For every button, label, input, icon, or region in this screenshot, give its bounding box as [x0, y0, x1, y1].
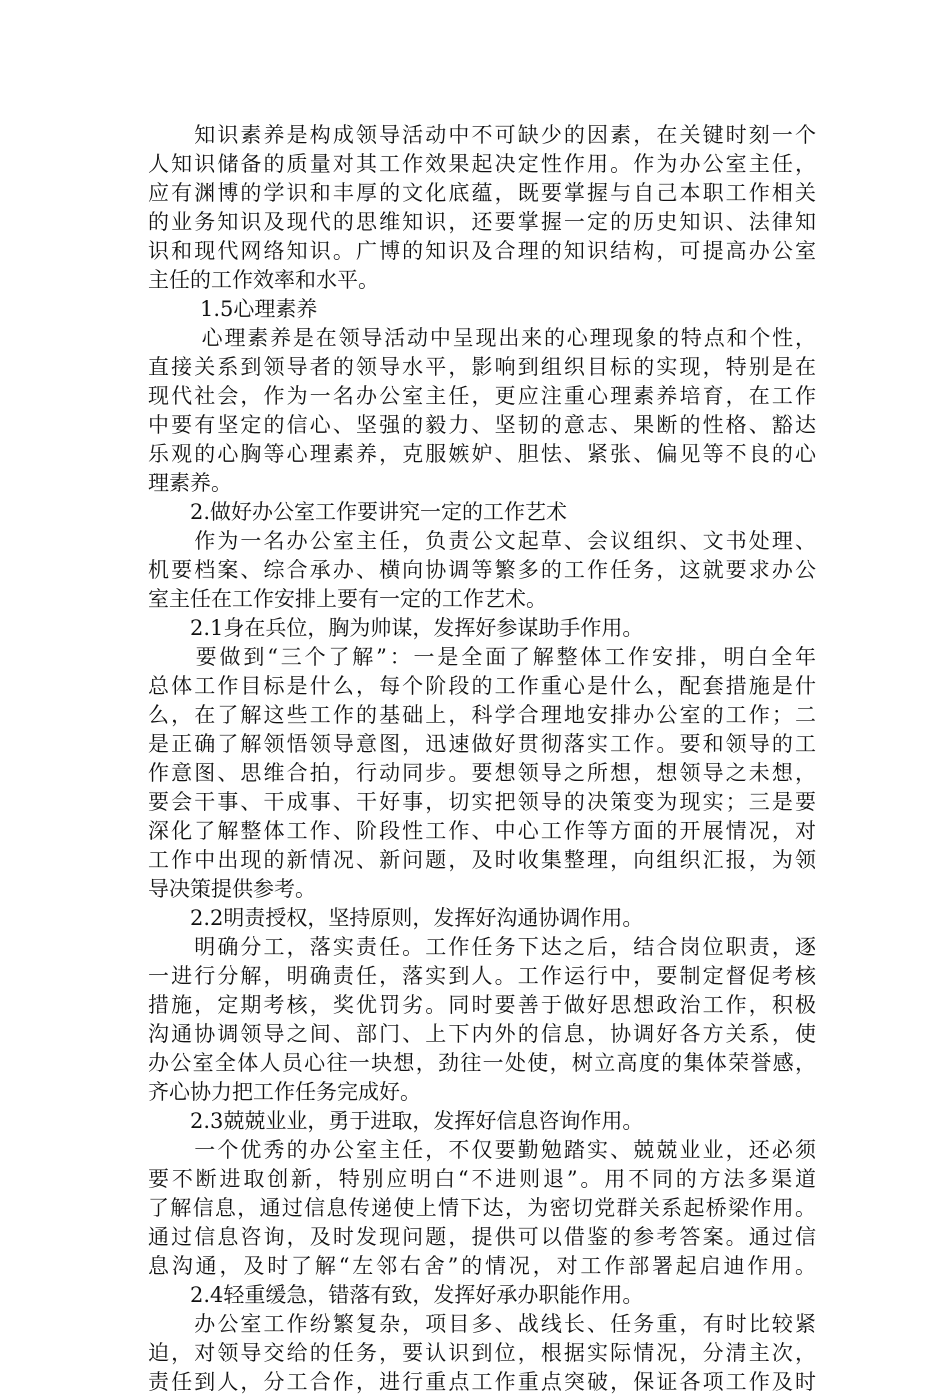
text-line: 总体工作目标是什么，每个阶段的工作重心是什么，配套措施是什: [148, 674, 816, 698]
text-line: 直接关系到领导者的领导水平，影响到组织目标的实现，特别是在: [148, 355, 816, 379]
text-line: 应有渊博的学识和丰厚的文化底蕴，既要掌握与自己本职工作相关: [148, 181, 816, 205]
document-body: [148, 121, 816, 1397]
text-line: 2.3兢兢业业，勇于进取，发挥好信息咨询作用。: [148, 1109, 644, 1133]
text-line: 措施，定期考核，奖优罚劣。同时要善于做好思想政治工作，积极: [148, 993, 816, 1017]
text-line: 主任的工作效率和水平。: [148, 268, 379, 292]
text-line: 理素养。: [148, 471, 232, 495]
text-line: 乐观的心胸等心理素养，克服嫉妒、胆怯、紧张、偏见等不良的心: [148, 442, 816, 466]
text-line: 要做到“三个了解”：一是全面了解整体工作安排，明白全年: [148, 645, 816, 669]
text-line: 沟通协调领导之间、部门、上下内外的信息，协调好各方关系，使: [148, 1022, 816, 1046]
text-line: 心理素养是在领导活动中呈现出来的心理现象的特点和个性，: [156, 326, 816, 350]
text-line: 责任到人，分工合作，进行重点工作重点突破，保证各项工作及时: [148, 1370, 816, 1394]
text-line: 室主任在工作安排上要有一定的工作艺术。: [148, 587, 547, 611]
text-line: 2.4轻重缓急，错落有致，发挥好承办职能作用。: [148, 1283, 644, 1307]
text-line: 知识素养是构成领导活动中不可缺少的因素，在关键时刻一个: [148, 123, 816, 147]
text-line: 一进行分解，明确责任，落实到人。工作运行中，要制定督促考核: [148, 964, 816, 988]
text-line: 是正确了解领悟领导意图，迅速做好贯彻落实工作。要和领导的工: [148, 732, 816, 756]
text-line: 中要有坚定的信心、坚强的毅力、坚韧的意志、果断的性格、豁达: [148, 413, 816, 437]
text-line: 2.2明责授权，坚持原则，发挥好沟通协调作用。: [148, 906, 644, 930]
text-line: 人知识储备的质量对其工作效果起决定性作用。作为办公室主任，: [148, 152, 816, 176]
text-line: 现代社会，作为一名办公室主任，更应注重心理素养培育，在工作: [148, 384, 816, 408]
text-line: 通过信息咨询，及时发现问题，提供可以借鉴的参考答案。通过信: [148, 1225, 816, 1249]
text-line: 2.1身在兵位，胸为帅谋，发挥好参谋助手作用。: [148, 616, 644, 640]
text-line: 齐心协力把工作任务完成好。: [148, 1080, 421, 1104]
text-line: 深化了解整体工作、阶段性工作、中心工作等方面的开展情况，对: [148, 819, 816, 843]
text-line: 明确分工，落实责任。工作任务下达之后，结合岗位职责，逐: [148, 935, 816, 959]
text-line: 导决策提供参考。: [148, 877, 316, 901]
text-line: 的业务知识及现代的思维知识，还要掌握一定的历史知识、法律知: [148, 210, 816, 234]
text-line: 息沟通，及时了解“左邻右舍”的情况，对工作部署起启迪作用。: [148, 1254, 816, 1278]
text-line: 要会干事、干成事、干好事，切实把领导的决策变为现实；三是要: [148, 790, 816, 814]
text-line: 作意图、思维合拍，行动同步。要想领导之所想，想领导之未想，: [148, 761, 816, 785]
text-line: 么，在了解这些工作的基础上，科学合理地安排办公室的工作；二: [148, 703, 816, 727]
text-line: 工作中出现的新情况、新问题，及时收集整理，向组织汇报，为领: [148, 848, 816, 872]
text-line: 识和现代网络知识。广博的知识及合理的知识结构，可提高办公室: [148, 239, 816, 263]
text-line: 1.5心理素养: [158, 297, 318, 321]
text-line: 2.做好办公室工作要讲究一定的工作艺术: [148, 500, 568, 524]
text-line: 办公室工作纷繁复杂，项目多、战线长、任务重，有时比较紧: [148, 1312, 816, 1336]
text-line: 机要档案、综合承办、横向协调等繁多的工作任务，这就要求办公: [148, 558, 816, 582]
text-line: 作为一名办公室主任，负责公文起草、会议组织、文书处理、: [148, 529, 816, 553]
text-line: 办公室全体人员心往一块想，劲往一处使，树立高度的集体荣誉感，: [148, 1051, 816, 1075]
text-line: 了解信息，通过信息传递使上情下达，为密切党群关系起桥梁作用。: [148, 1196, 816, 1220]
text-line: 迫，对领导交给的任务，要认识到位，根据实际情况，分清主次，: [148, 1341, 816, 1365]
text-line: 要不断进取创新，特别应明白“不进则退”。用不同的方法多渠道: [148, 1167, 816, 1191]
text-line: 一个优秀的办公室主任，不仅要勤勉踏实、兢兢业业，还必须: [148, 1138, 816, 1162]
